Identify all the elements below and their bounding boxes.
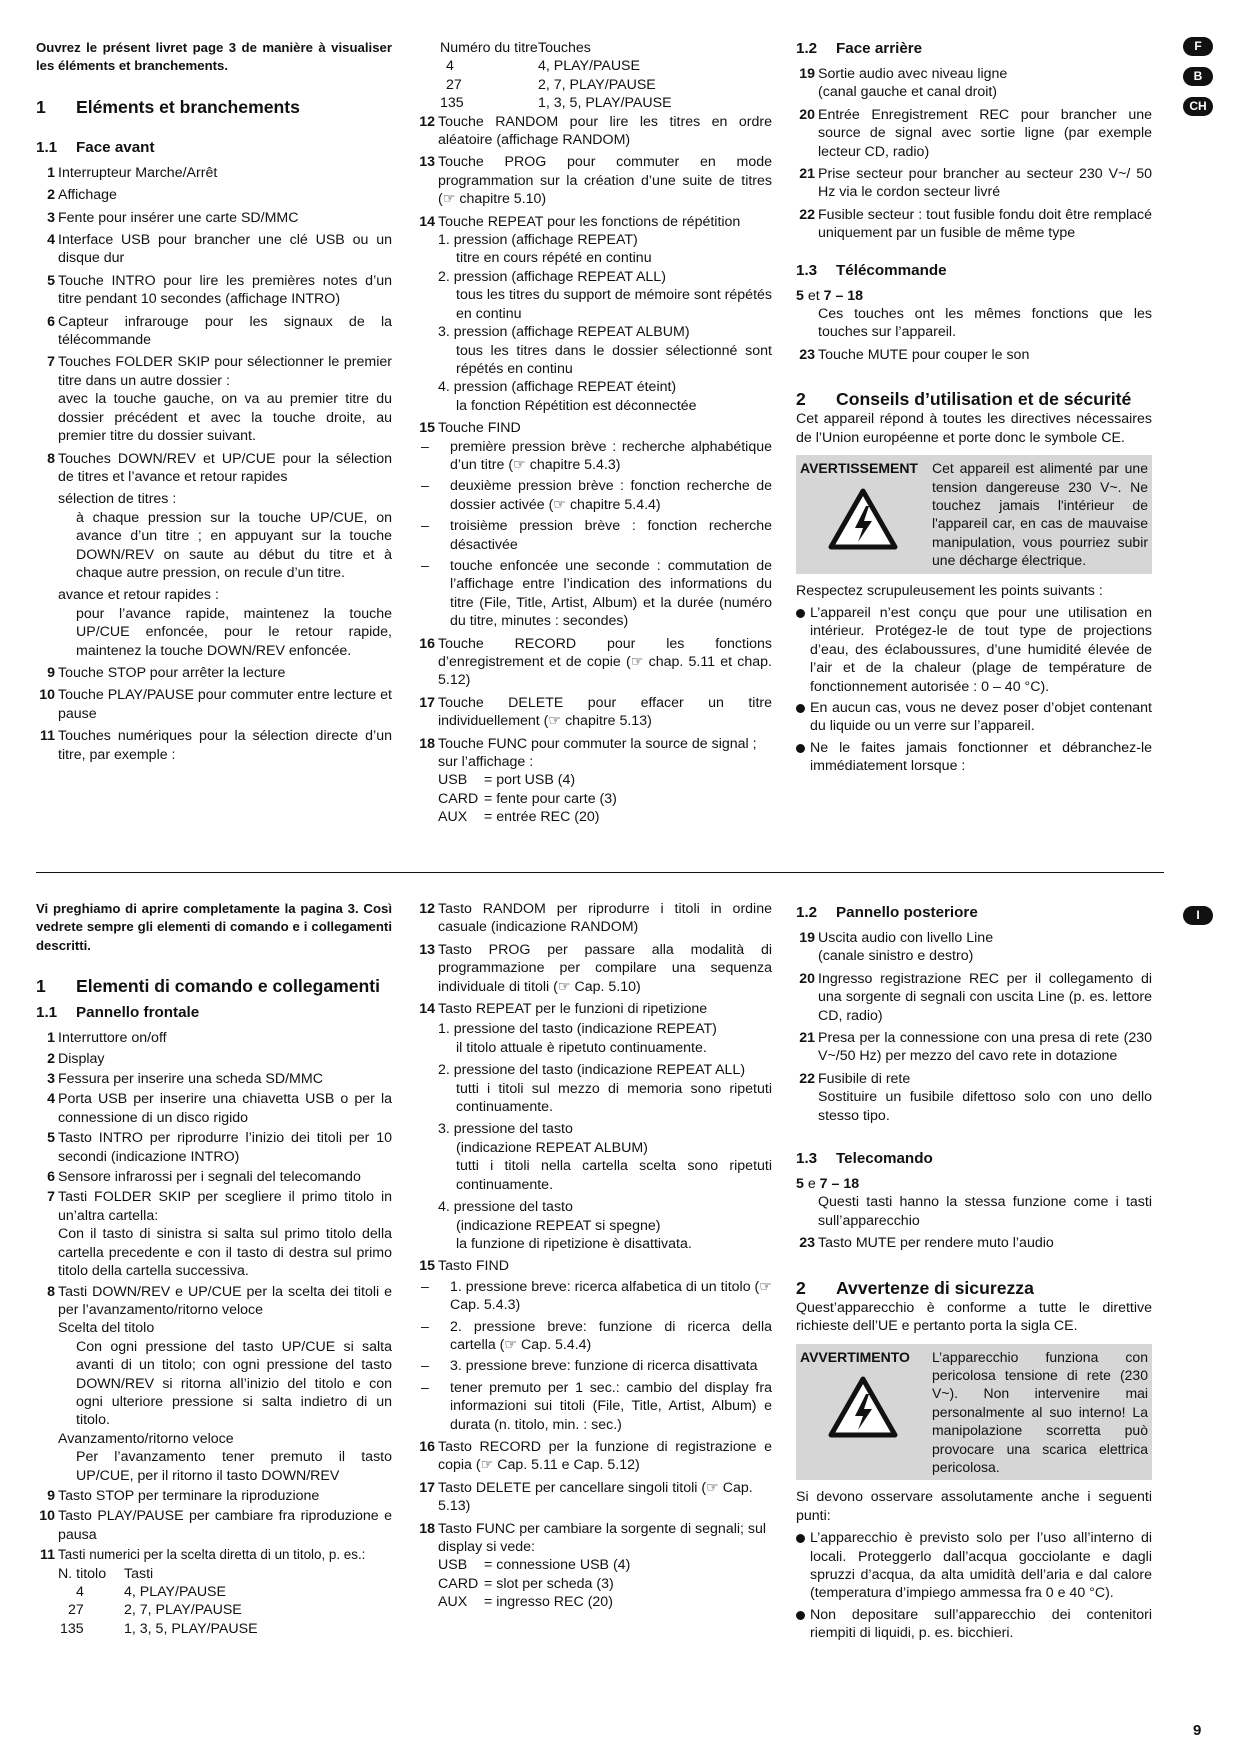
it-item-12: 12 Tasto RANDOM per riprodurre i titoli in ordine casuale (indicazione RANDOM) <box>419 901 772 936</box>
it-item-2: 2 Display <box>47 1050 105 1067</box>
it-item-11: 11 Tasti numerici per la scelta diretta di un titolo, p. es.: N. titolo Tasti 4 4, PLAY/PAUSE 27 2, 7, PLAY/PAUSE 135 1, 3, 5, PLAY/PAUSE <box>36 1546 392 1638</box>
fr-remote-keys: 5 et 7 – 18 <box>796 287 864 304</box>
fr-item-3: 3 Fente pour insérer une carte SD/MMC <box>47 209 299 226</box>
it-item-19: 19 Uscita audio con livello Line (canale sinistro e destro) <box>799 930 994 965</box>
it-item-18: 18 Tasto FUNC per cambiare la sorgente di segnali; sul display si vede: USB = connessione USB (4) CARD = slot per scheda (3) AUX = ingresso REC (20) <box>419 1520 767 1611</box>
it-item-13: 13 Tasto PROG per passare alla modalità di programmazione per compilare una sequenza individuale di titoli (☞ Cap. 5.10) <box>419 941 772 995</box>
it-item-3: 3 Fessura per inserire una scheda SD/MMC <box>47 1071 323 1088</box>
fr-column-1 <box>36 39 392 768</box>
fr-warning-box <box>796 455 1152 573</box>
it-item-4: 4 Porta USB per inserire una chiavetta USB o per la connessione di un disco rigido <box>47 1091 392 1126</box>
it-item-6: 6 Sensore infrarossi per i segnali del telecomando <box>47 1169 361 1186</box>
it-bullet-1: L’apparecchio è previsto solo per l’uso all’interno di locali. Proteggerlo dall’acqua gocciolante e dagli spruzzi d’acqua, da alta umidità dell’aria e dal calore (temperatura d’impiego ammessa fra 0 e 40 °C). <box>796 1529 1152 1603</box>
fr-item-18: 18 Touche FUNC pour commuter la source de signal ; sur l’affichage : USB = port USB (4) CARD = fente pour carte (3) AUX = entrée REC (20) <box>419 735 757 826</box>
high-voltage-icon <box>828 1376 898 1438</box>
fr-item-19: 19 Sortie audio avec niveau ligne (canal gauche et canal droit) <box>799 66 1008 101</box>
fr-item-12: 12 Touche RANDOM pour lire les titres en ordre aléatoire (affichage RANDOM) <box>419 113 772 149</box>
fr-column-2 <box>416 39 772 831</box>
it-section-1-heading: 1 Elementi di comando e collegamenti <box>36 976 381 997</box>
fr-item-16: 16 Touche RECORD pour les fonctions d’enregistrement et de copie (☞ chap. 5.11 et chap. 5.12) <box>419 635 772 689</box>
it-remote-keys: 5 e 7 – 18 <box>796 1176 860 1193</box>
page-number: 9 <box>1193 1722 1202 1739</box>
fr-section-2-heading: 2 Conseils d’utilisation et de sécurité <box>796 389 1132 410</box>
fr-section-1-1-heading: 1.1 Face avant <box>36 138 155 156</box>
it-section-1-3-heading: 1.3 Telecomando <box>796 1150 933 1168</box>
it-section-1-2-heading: 1.2 Pannello posteriore <box>796 904 978 921</box>
fr-item-2: 2 Affichage <box>47 187 117 204</box>
high-voltage-icon <box>828 488 898 550</box>
fr-item-15: 15 Touche FIND – première pression brève : recherche alphabétique d’un titre (☞ chapitre 5.4.3) – deuxième pression brève : fonction recherche de dossier activée (☞ chapitre 5.4.4) – troisième pression brève : fonction recherche désactivée – touche enfoncée une seconde : commutation de l’affichage entre l’indication des informations du titre (File, Title, Artist, Album) et la durée (numéro du titre, minutes : secondes) <box>419 420 772 630</box>
it-item-20: 20 Ingresso registrazione REC per il collegamento di una sorgente di segnali con uscita Line (p. es. lettore CD, radio) <box>799 970 1152 1024</box>
language-badge-i: I <box>1183 906 1213 925</box>
it-item-16: 16 Tasto RECORD per la funzione di registrazione e copia (☞ Cap. 5.11 e Cap. 5.12) <box>419 1438 772 1474</box>
fr-item-11: 11 Touches numériques pour la sélection directe d’un titre, par exemple : <box>40 728 392 763</box>
fr-section-1-2-heading: 1.2 Face arrière <box>796 40 923 57</box>
fr-section-1-heading: 1 Eléments et branchements <box>36 96 300 117</box>
fr-item-9: 9 Touche STOP pour arrêter la lecture <box>47 664 286 681</box>
it-key-table: N. titolo Tasti 4 4, PLAY/PAUSE 27 2, 7, PLAY/PAUSE 135 1, 3, 5, PLAY/PAUSE <box>58 1565 258 1637</box>
it-remote-text: Questi tasti hanno la stessa funzione come i tasti sull’apparecchio <box>818 1194 1152 1229</box>
language-badge-f: F <box>1183 37 1213 56</box>
it-item-14: 14 Tasto REPEAT per le funzioni di ripetizione 1. pressione del tasto (indicazione REPEAT) il titolo attuale è ripetuto continuamente. 2. pressione del tasto (indicazione REPEAT ALL) tutti i titoli sul mezzo di memoria sono ripetuti continuamente. 3. pressione del tasto (indicazione REPEAT ALBUM) tutti i titoli nella cartella scelta sono ripetuti continuamente. 4. pressione del tasto (indicazione REPEAT si spegne) la funzione di ripetizione è disattivata. <box>419 1001 772 1252</box>
it-section-2-heading: 2 Avvertenze di sicurezza <box>796 1277 1034 1298</box>
fr-item-21: 21 Prise secteur pour brancher au secteur 230 V~/ 50 Hz via le cordon secteur livré <box>799 166 1152 201</box>
fr-key-table: Numéro du titre Touches 4 4, PLAY/PAUSE 27 2, 7, PLAY/PAUSE 135 1, 3, 5, PLAY/PAUSE <box>440 40 672 112</box>
language-badge-b: B <box>1183 67 1213 86</box>
fr-item-10: 10 Touche PLAY/PAUSE pour commuter entre lecture et pause <box>39 687 392 722</box>
fr-intro: Ouvrez le présent livret page 3 de manière à visualiser les éléments et branchements. <box>36 40 392 74</box>
it-item-10: 10 Tasto PLAY/PAUSE per cambiare fra riproduzione e pausa <box>39 1508 392 1543</box>
fr-section-2-text: Cet appareil répond à toutes les directives nécessaires de l’Union européenne et porte donc le symbole CE. <box>796 411 1152 446</box>
it-item-15: 15 Tasto FIND – 1. pressione breve: ricerca alfabetica di un titolo (☞ Cap. 5.4.3) – 2. pressione breve: funzione di ricerca della cartella (☞ Cap. 5.4.4) – 3. pressione breve: funzione di ricerca disattivata – tener premuto per 1 sec.: cambio del display fra informazioni sui titoli (File, Title, Artist, Album) e durata (n. titolo, min. : sec.) <box>419 1258 772 1433</box>
it-item-7: 7 Tasti FOLDER SKIP per scegliere il primo titolo in un’altra cartella: Con il tasto di sinistra si salta sul primo titolo della cartella precedente e con il tasto di destra sul primo titolo della cartella successiva. <box>47 1189 392 1280</box>
fr-item-5: 5 Touche INTRO pour lire les premières notes d’un titre pendant 10 secondes (affichage INTRO) <box>47 272 392 308</box>
fr-column-3 <box>796 39 1152 779</box>
fr-item-13: 13 Touche PROG pour commuter en mode programmation sur la création d’une suite de titres (☞ chapitre 5.10) <box>419 154 772 208</box>
it-item-17: 17 Tasto DELETE per cancellare singoli titoli (☞ Cap. 5.13) <box>419 1479 753 1515</box>
fr-respect-text: Respectez scrupuleusement les points suivants : <box>796 582 1103 599</box>
fr-item-4: 4 Interface USB pour brancher une clé USB ou un disque dur <box>47 232 392 267</box>
it-item-21: 21 Presa per la connessione con una presa di rete (230 V~/50 Hz) per mezzo del cavo rete in dotazione <box>799 1030 1152 1065</box>
fr-remote-text: Ces touches ont les mêmes fonctions que les touches sur l’appareil. <box>818 306 1152 341</box>
it-item-23: 23 Tasto MUTE per rendere muto l’audio <box>799 1235 1054 1252</box>
it-warning-text: L’apparecchio funziona con pericolosa tensione di rete (230 V~). Non intervenire mai personalmente al suo interno! La manipolazione scorretta può provocare una scarica elettrica pericolosa. <box>932 1348 1148 1475</box>
fr-item-23: 23 Touche MUTE pour couper le son <box>799 346 1030 363</box>
it-intro: Vi preghiamo di aprire completamente la pagina 3. Così vedrete sempre gli elementi di comando e i collegamenti descritti. <box>36 901 392 953</box>
fr-warning-text: Cet appareil est alimenté par une tension dangereuse 230 V~. Ne touchez jamais l'intérieur de l'appareil car, en cas de mauvaise manipulation, vous pourriez subir une décharge électrique. <box>932 460 1148 569</box>
fr-item-17: 17 Touche DELETE pour effacer un titre individuellement (☞ chapitre 5.13) <box>419 694 772 730</box>
fr-item-1: 1 Interrupteur Marche/Arrêt <box>47 164 218 181</box>
fr-warning-label: AVERTISSEMENT <box>800 460 918 477</box>
fr-bullet-3: Ne le faites jamais fonctionner et débranchez-le immédiatement lorsque : <box>796 739 1152 776</box>
it-item-8: 8 Tasti DOWN/REV e UP/CUE per la scelta dei titoli e per l’avanzamento/ritorno veloce Scelta del titolo Con ogni pressione del tasto UP/CUE si salta avanti di un titolo; con ogni pressione del tasto DOWN/REV si ritorna all’inizio del titolo e con ogni ulteriore pressione si salta indietro di un titolo. Avanzamento/ritorno veloce Per l’avanzamento tener premuto il tasto UP/CUE, per il ritorno il tasto DOWN/REV <box>47 1283 392 1484</box>
it-item-22: 22 Fusibile di rete Sostituire un fusibile difettoso solo con uno dello stesso tipo. <box>799 1070 1152 1124</box>
fr-item-7: 7 Touches FOLDER SKIP pour sélectionner le premier titre dans un autre dossier : avec la touche gauche, on va au premier titre du dossier précédent et avec la touche droite, au premier titre du dossier suivant. <box>47 354 392 445</box>
it-section-1-1-heading: 1.1 Pannello frontale <box>36 1004 200 1022</box>
it-warning-label: AVVERTIMENTO <box>800 1348 910 1365</box>
it-column-2 <box>416 900 772 1616</box>
it-respect-text: Si devono osservare assolutamente anche i seguenti punti: <box>796 1489 1152 1524</box>
fr-section-1-3-heading: 1.3 Télécommande <box>796 261 947 279</box>
it-item-5: 5 Tasto INTRO per riprodurre l’inizio dei titoli per 10 secondi (indicazione INTRO) <box>47 1130 392 1165</box>
it-bullet-2: Non depositare sull’apparecchio dei contenitori riempiti di liquidi, p. es. bicchieri. <box>796 1606 1152 1643</box>
fr-bullet-2: En aucun cas, vous ne devez poser d’objet contenant du liquide ou un verre sur l’appareil. <box>796 699 1152 736</box>
fr-bullet-1: L’appareil n’est conçu que pour une utilisation en intérieur. Protégez-le de tout type de projections d’eau, des éclaboussures, d’une humidité élevée de l’air et de la chaleur (plage de température de fonctionnement autorisée : 0 – 40 °C). <box>796 604 1152 696</box>
it-item-1: 1 Interruttore on/off <box>47 1030 167 1047</box>
fr-item-14: 14 Touche REPEAT pour les fonctions de répétition 1. pression (affichage REPEAT) titre en cours répété en continu 2. pression (affichage REPEAT ALL) tous les titres du support de mémoire sont répétés en continu 3. pression (affichage REPEAT ALBUM) tous les titres dans le dossier sélectionné sont répétés en continu 4. pression (affichage REPEAT éteint) la fonction Répétition est déconnectée <box>419 213 772 414</box>
it-section-2-text: Quest’apparecchio è conforme a tutte le direttive richieste dell’UE e pertanto porta la sigla CE. <box>796 1299 1152 1335</box>
it-column-1 <box>36 900 392 1638</box>
section-divider <box>36 872 1164 873</box>
it-item-9: 9 Tasto STOP per terminare la riproduzione <box>47 1487 320 1504</box>
fr-item-6: 6 Capteur infrarouge pour les signaux de la télécommande <box>47 313 392 349</box>
fr-item-20: 20 Entrée Enregistrement REC pour brancher une source de signal avec sortie ligne (par exemple lecteur CD, radio) <box>799 106 1152 160</box>
it-warning-box <box>796 1344 1152 1481</box>
language-badge-ch: CH <box>1183 97 1213 116</box>
fr-item-8: 8 Touches DOWN/REV et UP/CUE pour la sélection de titres et l’avance et retour rapides sélection de titres : à chaque pression sur la touche UP/CUE, on avance d’un titre ; en appuyant sur la touche DOWN/REV on saute au début du titre et à chaque autre pression, on recule d’un titre. avance et retour rapides : pour l’avance rapide, maintenez la touche UP/CUE enfoncée, pour le retour rapide, maintenez la touche DOWN/REV enfoncée. <box>47 450 392 659</box>
it-column-3 <box>796 903 1152 1646</box>
fr-item-22: 22 Fusible secteur : tout fusible fondu doit être remplacé uniquement par un fusible de même type <box>799 206 1152 242</box>
